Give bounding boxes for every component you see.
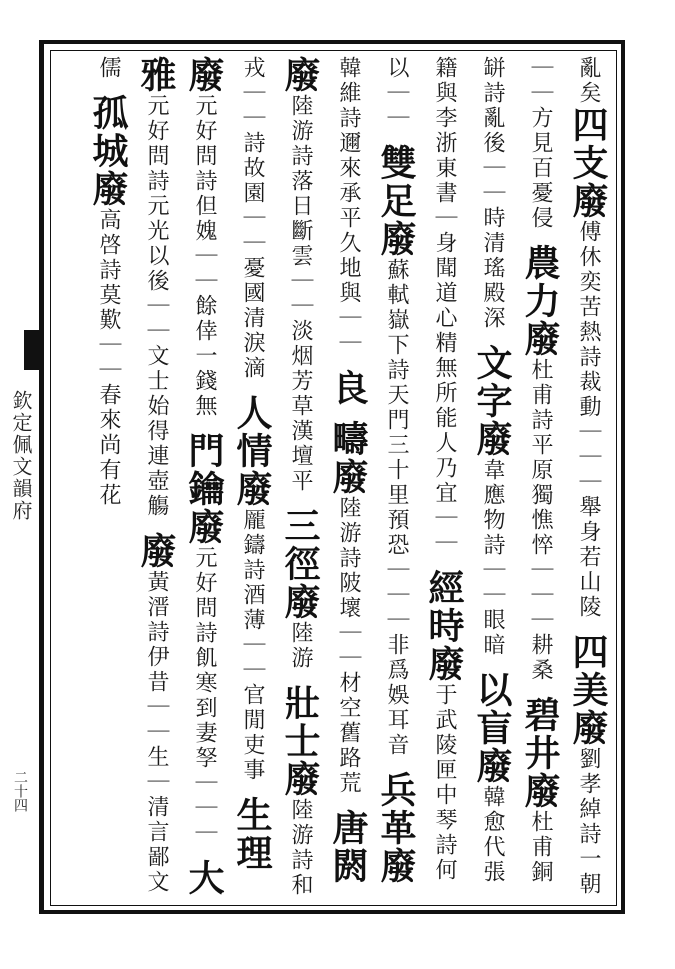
entry: [327, 368, 369, 420]
entry-head: 文字廢: [471, 343, 513, 458]
entry-note-before: 亂矣: [576, 56, 601, 106]
entry-head: 經時廢: [423, 568, 465, 683]
entry-head: 唐閼廢: [279, 56, 369, 885]
entry-head: 疇廢: [327, 419, 369, 496]
entry-head: 三徑廢: [279, 506, 321, 621]
entry-head: 以盲廢: [471, 670, 513, 785]
entry-head: 兵革廢: [375, 770, 417, 885]
entry-note: 元好問詩飢寒到妻孥｜｜｜: [192, 545, 217, 846]
entry-head: 孤城廢: [87, 93, 129, 208]
entry: [471, 343, 513, 671]
page-number: 二十四: [12, 770, 28, 812]
entry-note: 元好問詩但媿｜｜餘倖一錢無: [192, 94, 217, 419]
entry-head: 良: [327, 368, 369, 407]
entry-head: 門鑰廢: [183, 431, 225, 546]
entry-head: 大雅: [135, 56, 225, 897]
entry-head: 生理廢: [183, 56, 273, 872]
entry: [231, 393, 273, 796]
entry-note: 韋應物詩｜｜眼暗: [480, 457, 505, 658]
entry-note: 杜甫詩平原獨憔悴｜｜｜耕桑: [528, 357, 553, 683]
entry-note: 高啓詩莫歎｜｜春來尚有花: [96, 207, 121, 508]
entry: [567, 56, 609, 633]
fishtail-mark: [24, 330, 40, 370]
entry-note: 傅休奕苦熱詩裁動｜｜｜舉身若山陵: [576, 220, 601, 620]
entry-head: 壯士廢: [279, 683, 321, 798]
entry: [519, 243, 561, 696]
entry-note: 于武陵匣中琴詩何以｜｜: [384, 56, 457, 883]
entry-note: 劉孝綽詩一朝｜｜方見百憂侵: [528, 56, 601, 897]
entry-note: 韓維詩邇來承平久地與｜｜: [336, 56, 361, 356]
entry-note: 元好問詩元光以後｜｜文士始得連壺觴: [144, 94, 169, 519]
entry-note: 陸游詩落日斷雲｜｜淡烟芳草漢壇平: [288, 94, 313, 494]
entry-note: 陸游: [288, 620, 313, 671]
entry-head: 雙足廢: [375, 143, 417, 258]
entry-head: 碧井廢: [519, 695, 561, 810]
entry-note: 陸游詩陂壞｜｜材空舊路荒: [336, 495, 361, 796]
entry-note: 蘇軾嶽下詩天門三十里預恐｜｜｜非爲娛耳音: [384, 257, 409, 758]
page-margin: [0, 40, 40, 914]
entry-head: 廢: [135, 531, 177, 570]
entry-head: 人情廢: [231, 393, 273, 508]
entry-note: 陸游詩和戎｜｜詩故園｜｜憂國清淚滴: [240, 56, 313, 898]
entry-note: 杜甫銅缾詩亂後｜｜時清瑤殿深: [480, 56, 553, 885]
entry: [279, 506, 321, 684]
entry-head: 四美廢: [567, 632, 609, 747]
entry-note: 黃溍詩伊昔｜｜生｜清言鄙文儒: [96, 56, 169, 895]
book-title: 欽定佩文韻府: [9, 390, 33, 522]
entry-head: 四支廢: [567, 106, 609, 220]
entry: [183, 431, 225, 859]
entry: [327, 419, 369, 809]
entry-head: 農力廢: [519, 243, 561, 358]
entry: [375, 143, 417, 771]
entry-note: 韓愈代張籍與李浙東書｜身聞道心精無所能人乃宜｜｜: [432, 56, 505, 885]
entry: [87, 93, 129, 508]
entry-note: 龎鑄詩酒薄｜｜官閒吏事: [240, 507, 265, 783]
main-text: [56, 56, 612, 900]
